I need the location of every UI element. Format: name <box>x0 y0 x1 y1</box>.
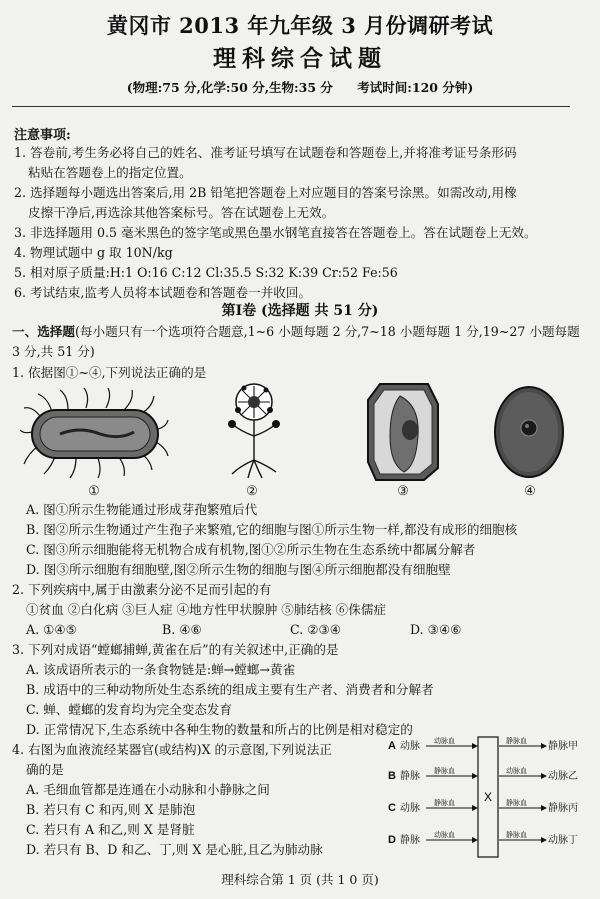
question-2-disease-list: ①贫血 ②白化病 ③巨人症 ④地方性甲状腺肿 ⑤肺结核 ⑥侏儒症 <box>26 602 387 617</box>
organ-x-label: X <box>483 790 493 804</box>
option-d: D. 若只有 B、D 和乙、丁,则 X 是心脏,且乙为肺动脉 <box>26 842 323 857</box>
figure-label-4: ④ <box>524 484 536 499</box>
vessel-bing-label: 静脉丙 <box>548 803 578 814</box>
section-heading: 一、选择题 <box>12 324 75 339</box>
question-2-stem: 2. 下列疾病中,属于由激素分泌不足而引起的有 <box>12 582 272 597</box>
vessel-d-type: 静脉 <box>400 835 420 846</box>
question-3-stem: 3. 下列对成语“螳螂捕蝉,黄雀在后”的有关叙述中,正确的是 <box>12 642 339 657</box>
note-item: 粘贴在答题卷上的指定位置。 <box>28 165 192 180</box>
section-intro <box>12 322 586 362</box>
vessel-a-blood: 动脉血 <box>434 738 455 745</box>
option-c: C. 蝉、螳螂的发育均为完全变态发育 <box>26 702 233 717</box>
vessel-c-blood: 静脉血 <box>434 800 455 807</box>
question-2-options <box>12 620 592 640</box>
vessel-a-letter: A <box>388 740 396 752</box>
option-b: B. ④⑥ <box>162 622 202 637</box>
option-b: B. 图②所示生物通过产生孢子来繁殖,它的细胞与图①所示生物一样,都没有成形的细胞核 <box>26 522 518 537</box>
option-d: D. ③④⑥ <box>410 622 462 637</box>
note-item: 1. 答卷前,考生务必将自己的姓名、准考证号填写在试题卷和答题卷上,并将准考证号条形码 <box>14 145 517 160</box>
plant-cell-figure <box>366 382 440 482</box>
option-c: C. 若只有 A 和乙,则 X 是肾脏 <box>26 822 195 837</box>
option-a: A. 该成语所表示的一条食物链是:蝉→螳螂→黄雀 <box>26 662 296 677</box>
header-divider <box>12 106 570 107</box>
blood-flow-diagram <box>386 735 592 859</box>
question-1-figures <box>20 380 580 498</box>
option-c: C. ②③④ <box>290 622 342 637</box>
vessel-c-letter: C <box>388 802 396 814</box>
vessel-bing-blood: 静脉血 <box>506 800 527 807</box>
option-d: D. 正常情况下,生态系统中各种生物的数量和所占的比例是相对稳定的 <box>26 722 413 737</box>
note-item: 5. 相对原子质量:H:1 O:16 C:12 Cl:35.5 S:32 K:39 Cr:52 Fe:56 <box>14 265 398 280</box>
vessel-a-type: 动脉 <box>400 741 420 752</box>
note-item: 2. 选择题每小题选出答案后,用 2B 铅笔把答题卷上对应题目的答案号涂黑。如需改动,用橡 <box>14 185 517 200</box>
question-4-stem-cont: 确的是 <box>26 762 64 777</box>
vessel-d-blood: 动脉血 <box>434 832 455 839</box>
question-4-stem: 4. 右图为血液流经某器官(或结构)X 的示意图,下列说法正 <box>12 742 332 757</box>
section-instructions-cont: 3 分,共 51 分) <box>12 344 95 359</box>
vessel-b-letter: B <box>388 770 396 782</box>
page-footer: 理科综合第 1 页 (共 1 0 页) <box>221 872 379 887</box>
bacterium-figure <box>20 386 170 482</box>
option-a: A. 毛细血管都是连通在小动脉和小静脉之间 <box>26 782 270 797</box>
option-a: A. 图①所示生物能通过形成芽孢繁殖后代 <box>26 502 258 517</box>
exam-subject-title: 理科综合试题 <box>213 45 387 72</box>
exam-time: 考试时间:120 分钟) <box>357 80 474 95</box>
vessel-c-type: 动脉 <box>400 803 420 814</box>
note-item: 6. 考试结束,监考人员将本试题卷和答题卷一并收回。 <box>14 285 312 300</box>
option-c: C. 图③所示细胞能将无机物合成有机物,图①②所示生物在生态系统中都属分解者 <box>26 542 476 557</box>
question-3 <box>12 640 592 740</box>
option-d: D. 图③所示细胞有细胞壁,图②所示生物的细胞与图④所示细胞都没有细胞壁 <box>26 562 451 577</box>
vessel-yi-blood: 动脉血 <box>506 768 527 775</box>
option-b: B. 成语中的三种动物所处生态系统的组成主要有生产者、消费者和分解者 <box>26 682 434 697</box>
question-2 <box>12 580 592 640</box>
option-a: A. ①④⑤ <box>26 622 77 637</box>
exam-title: 黄冈市 2013 年九年级 3 月份调研考试 <box>106 13 494 38</box>
figure-label-2: ② <box>246 484 258 499</box>
vessel-ding-blood: 静脉血 <box>506 832 527 839</box>
vessel-b-blood: 静脉血 <box>434 768 455 775</box>
note-item: 3. 非选择题用 0.5 毫米黑色的签字笔或黑色墨水钢笔直接答在答题卷上。答在试题卷上无效。 <box>14 225 537 240</box>
score-breakdown: (物理:75 分,化学:50 分,生物:35 分 <box>126 80 333 95</box>
vessel-yi-label: 动脉乙 <box>548 771 578 782</box>
score-info <box>0 78 600 96</box>
question-1-options <box>12 500 592 580</box>
vessel-ding-label: 动脉丁 <box>548 835 578 846</box>
figure-label-3: ③ <box>397 484 409 499</box>
figure-label-1: ① <box>88 484 100 499</box>
notes-heading: 注意事项: <box>14 128 71 143</box>
option-b: B. 若只有 C 和丙,则 X 是肺泡 <box>26 802 196 817</box>
mold-figure <box>214 380 294 484</box>
animal-cell-figure <box>492 384 566 480</box>
section-instructions: (每小题只有一个选项符合题意,1~6 小题每题 2 分,7~18 小题每题 1 分,19~27 小题每题 <box>74 324 580 339</box>
question-1-stem: 1. 依据图①~④,下列说法正确的是 <box>12 365 207 380</box>
vessel-b-type: 静脉 <box>400 771 420 782</box>
vessel-jia-label: 静脉甲 <box>548 741 578 752</box>
part1-title: 第Ⅰ卷 (选择题 共 51 分) <box>221 303 379 319</box>
vessel-d-letter: D <box>388 834 396 846</box>
vessel-jia-blood: 静脉血 <box>506 738 527 745</box>
note-item: 4. 物理试题中 g 取 10N/kg <box>14 245 173 260</box>
note-item: 皮擦干净后,再选涂其他答案标号。答在试题卷上无效。 <box>28 205 335 220</box>
question-4 <box>12 740 392 860</box>
notes-list <box>14 143 586 303</box>
